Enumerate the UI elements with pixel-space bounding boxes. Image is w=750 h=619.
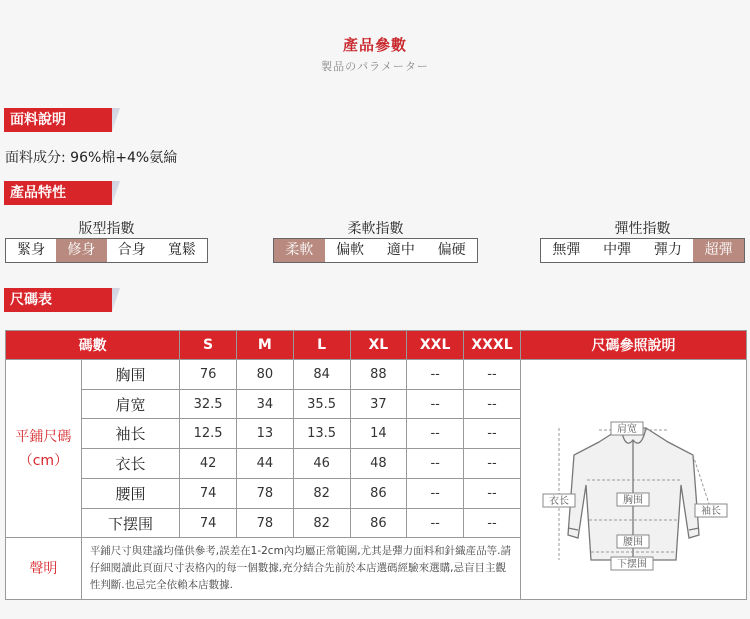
elasticity-option: 彈力 xyxy=(653,242,682,258)
cell: 48 xyxy=(350,449,407,479)
header-size: M xyxy=(237,331,294,360)
diagram-label-sleeve: 袖长 xyxy=(700,506,721,517)
header-size: S xyxy=(180,331,237,360)
cell: 86 xyxy=(350,478,407,508)
section-features-tail xyxy=(112,181,120,205)
row-part: 衣长 xyxy=(81,449,179,479)
cell: 78 xyxy=(237,508,294,538)
cell: 82 xyxy=(293,508,350,538)
section-fabric-tag xyxy=(4,107,120,133)
cell: -- xyxy=(407,389,464,419)
cell: 44 xyxy=(237,449,294,479)
cell: -- xyxy=(464,419,521,449)
section-features-label: 產品特性 xyxy=(4,181,112,205)
elasticity-index-options xyxy=(540,238,745,263)
cell: -- xyxy=(407,508,464,538)
statement-text: 平鋪尺寸與建議均僅供參考,誤差在1-2cm內均屬正常範圍,尤其是彈力面料和針織產品等.請仔細閱讀此頁面尺寸表格內的每一個數據,充分結合先前於本店選碼經驗來選購,忌盲目主觀性判斷.也忌完全依賴本店數據. xyxy=(81,538,520,600)
elasticity-option: 中彈 xyxy=(603,242,632,258)
softness-index-options xyxy=(273,238,478,263)
cell: -- xyxy=(464,478,521,508)
flat-size-label-line2: （cm） xyxy=(18,452,69,469)
page-subtitle: 製品のパラメーター xyxy=(321,60,429,73)
softness-index-title: 柔軟指數 xyxy=(347,221,404,237)
cell: -- xyxy=(464,449,521,479)
cell: 13.5 xyxy=(293,419,350,449)
elasticity-index xyxy=(540,218,745,263)
cell: 80 xyxy=(237,360,294,390)
softness-option: 適中 xyxy=(386,242,415,258)
size-table xyxy=(5,330,747,600)
header-size: L xyxy=(293,331,350,360)
cell: 46 xyxy=(293,449,350,479)
flat-size-label-line1: 平鋪尺碼 xyxy=(15,428,72,445)
fit-option: 合身 xyxy=(117,242,146,258)
header-reference: 尺碼參照說明 xyxy=(520,331,746,360)
row-part: 袖长 xyxy=(81,419,179,449)
diagram-label-hem: 下摆围 xyxy=(616,559,647,570)
cell: 84 xyxy=(293,360,350,390)
cell: 13 xyxy=(237,419,294,449)
cell: 86 xyxy=(350,508,407,538)
elasticity-option-selected: 超彈 xyxy=(693,239,744,262)
section-fabric-label: 面料說明 xyxy=(4,108,112,132)
section-features-tag xyxy=(4,180,120,206)
statement-label: 聲明 xyxy=(6,538,82,600)
diagram-label-chest: 胸围 xyxy=(622,495,643,506)
cell: -- xyxy=(407,419,464,449)
cell: 35.5 xyxy=(293,389,350,419)
header-size: XXL xyxy=(407,331,464,360)
section-fabric-tail xyxy=(112,108,120,132)
cell: 32.5 xyxy=(180,389,237,419)
cell: 12.5 xyxy=(180,419,237,449)
diagram-label-shoulder: 肩宽 xyxy=(616,424,637,435)
cell: -- xyxy=(407,449,464,479)
cell: -- xyxy=(407,478,464,508)
softness-option-selected: 柔軟 xyxy=(274,239,325,262)
cell: 78 xyxy=(237,478,294,508)
fit-index xyxy=(5,218,208,263)
fit-option: 緊身 xyxy=(17,242,46,258)
cell: 37 xyxy=(350,389,407,419)
table-row xyxy=(6,360,747,390)
page-title: 產品參數 xyxy=(342,36,407,54)
fit-option: 寬鬆 xyxy=(167,242,196,258)
section-size-tail xyxy=(112,288,120,312)
row-part: 腰围 xyxy=(81,478,179,508)
header-code: 碼數 xyxy=(6,331,180,360)
flat-size-label xyxy=(6,360,82,538)
cell: 82 xyxy=(293,478,350,508)
cell: -- xyxy=(464,360,521,390)
elasticity-option: 無彈 xyxy=(552,242,581,258)
softness-option: 偏硬 xyxy=(437,242,466,258)
elasticity-index-title: 彈性指數 xyxy=(614,221,671,237)
cell: 42 xyxy=(180,449,237,479)
row-part: 肩宽 xyxy=(81,389,179,419)
section-size-tag xyxy=(4,287,120,313)
cell: 74 xyxy=(180,478,237,508)
shirt-diagram-cell xyxy=(520,360,746,600)
cell: 74 xyxy=(180,508,237,538)
fit-option-selected: 修身 xyxy=(56,239,106,262)
section-size-label: 尺碼表 xyxy=(4,288,112,312)
cell: 88 xyxy=(350,360,407,390)
fabric-composition: 面料成分: 96%棉+4%氨綸 xyxy=(5,150,178,166)
row-part: 下摆围 xyxy=(81,508,179,538)
softness-index xyxy=(273,218,478,263)
page-header xyxy=(0,34,750,74)
cell: -- xyxy=(464,508,521,538)
header-size: XXXL xyxy=(464,331,521,360)
diagram-label-length: 衣长 xyxy=(548,496,569,507)
fit-index-options xyxy=(5,238,208,263)
cell: -- xyxy=(464,389,521,419)
cell: 34 xyxy=(237,389,294,419)
shirt-diagram xyxy=(521,360,746,595)
fit-index-title: 版型指數 xyxy=(78,221,135,237)
cell: 14 xyxy=(350,419,407,449)
size-table-header xyxy=(6,331,747,360)
softness-option: 偏軟 xyxy=(336,242,365,258)
row-part: 胸围 xyxy=(81,360,179,390)
header-size: XL xyxy=(350,331,407,360)
cell: -- xyxy=(407,360,464,390)
cell: 76 xyxy=(180,360,237,390)
diagram-label-waist: 腰围 xyxy=(622,537,643,548)
